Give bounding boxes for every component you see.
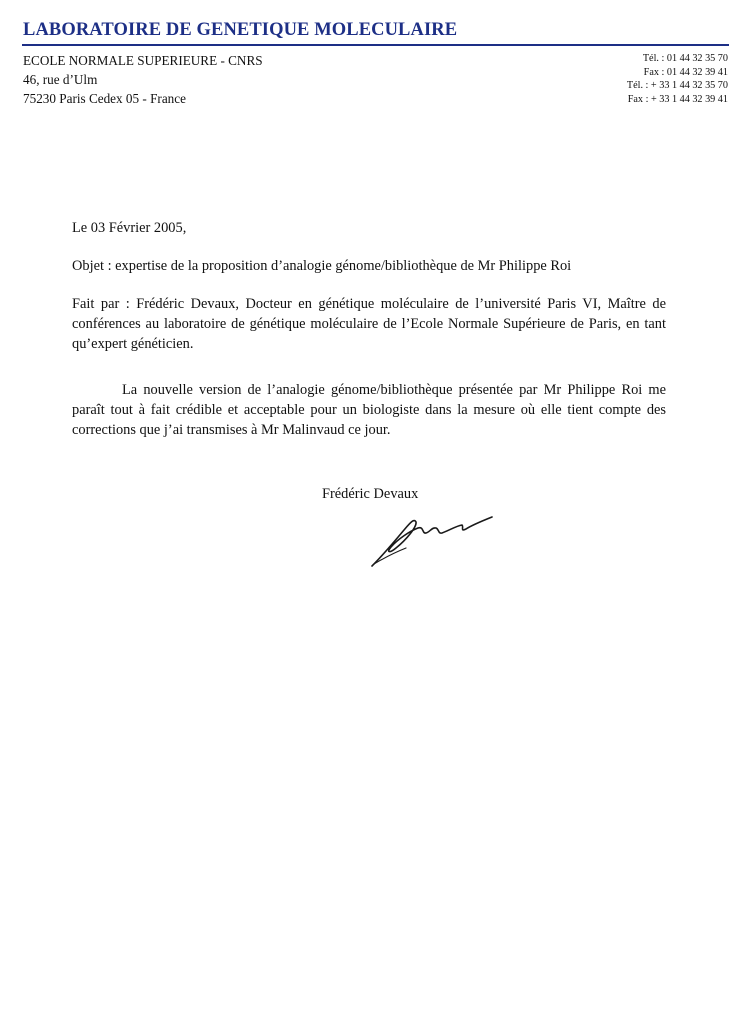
header-divider	[22, 44, 729, 46]
contact-phone-intl: Tél. : + 33 1 44 32 35 70	[626, 80, 728, 92]
address-block	[23, 51, 263, 108]
letter-author-statement: Fait par : Frédéric Devaux, Docteur en génétique moléculaire de l’université Paris VI, Maître de conférences au laboratoire de génétique moléculaire de l’Ecole Normale Supérieure de Paris, en tant qu’expert généticien.	[72, 296, 666, 352]
contact-fax-intl: Fax : + 33 1 44 32 39 41	[627, 93, 728, 105]
handwritten-signature	[360, 508, 500, 570]
signatory-name: Frédéric Devaux	[322, 486, 419, 502]
address-line-institution: ECOLE NORMALE SUPERIEURE - CNRS	[23, 53, 263, 68]
lab-name-heading: LABORATOIRE DE GENETIQUE MOLECULAIRE	[23, 20, 458, 40]
letter-subject: Objet : expertise de la proposition d’analogie génome/bibliothèque de Mr Philippe Roi	[72, 258, 572, 274]
contact-block	[627, 52, 728, 106]
address-line-city: 75230 Paris Cedex 05 - France	[23, 91, 186, 106]
contact-phone: Tél. : 01 44 32 35 70	[642, 53, 728, 64]
letter-date: Le 03 Février 2005,	[72, 220, 187, 236]
contact-fax: Fax : 01 44 32 39 41	[643, 66, 728, 78]
letter-body-paragraph: La nouvelle version de l’analogie génome/bibliothèque présentée par Mr Philippe Roi me paraît tout à fait crédible et acceptable pour un biologiste dans la mesure où elle tient compte des corrections que j’ai transmises à Mr Malinvaud ce jour.	[72, 382, 666, 438]
address-line-street: 46, rue d’Ulm	[23, 72, 98, 87]
